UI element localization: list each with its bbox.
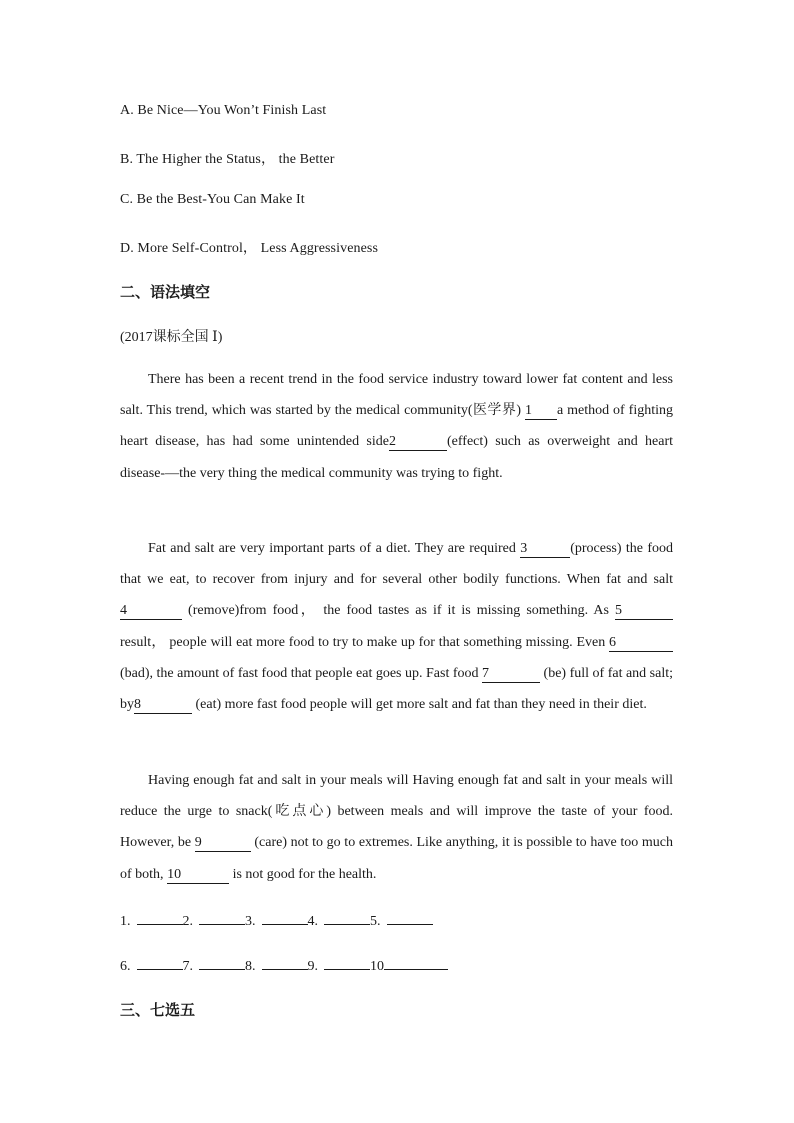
blank-7: 7: [482, 666, 540, 683]
passage-text: There has been a recent trend in the food service industry toward lower fat content and less salt. This trend, which was started by the medical community(医学界): [120, 372, 673, 419]
answer-blank[interactable]: [262, 910, 308, 925]
blank-9: 9: [195, 835, 251, 852]
passage-text: a method of fighting heart disease, has had some unintended side: [120, 403, 673, 450]
passage-text: Fat and salt are very important parts of a diet. They are required: [148, 541, 521, 556]
section-heading-seven-choose-five: 三、七选五: [120, 1001, 196, 1019]
passage-text: (process) the food that we eat, to recover from injury and for several other bodily functions. When fat and salt: [120, 541, 673, 588]
blank-5: 5: [615, 603, 673, 620]
blank-10: 10: [167, 867, 229, 884]
answer-row-2: [120, 955, 448, 975]
option-d: D. More Self-Control， Less Aggressiveness: [120, 241, 379, 256]
passage-text: (remove)from food， the food tastes as if it is missing something. As: [182, 603, 615, 619]
answer-blank[interactable]: [137, 910, 183, 925]
answer-number: 5.: [370, 914, 381, 929]
answer-number: 1.: [120, 914, 131, 929]
passage-text: is not good for the health.: [229, 866, 377, 882]
passage-text: (bad), the amount of fast food that people eat goes up. Fast food: [120, 665, 483, 681]
option-a: A. Be Nice—You Won’t Finish Last: [120, 103, 327, 118]
answer-number: 3.: [245, 914, 256, 929]
answer-blank[interactable]: [262, 955, 308, 970]
option-b: B. The Higher the Status， the Better: [120, 152, 335, 167]
answer-blank[interactable]: [324, 910, 370, 925]
passage-text: result， people will eat more food to try to make up for that something missing. Even: [120, 634, 609, 650]
blank-3: 3: [520, 541, 570, 558]
answer-number: 9.: [307, 959, 318, 974]
passage-text: (care) not to go to extremes. Like anything, it is possible to have too much of both,: [120, 835, 673, 882]
answer-number: 10: [370, 959, 384, 974]
answer-blank[interactable]: [324, 955, 370, 970]
passage-source: (2017课标全国 Ⅰ): [120, 330, 223, 345]
passage-text: Having enough fat and salt in your meals will Having enough fat and salt in your meals will reduce the urge to snack(吃点心) between meals and will improve the taste of your food. However, be: [120, 773, 673, 851]
answer-blank[interactable]: [387, 910, 433, 925]
blank-2: 2: [389, 434, 447, 451]
answer-blank[interactable]: [199, 910, 245, 925]
option-c: C. Be the Best-You Can Make It: [120, 192, 305, 207]
answer-row-1: [120, 910, 433, 930]
answer-number: 2.: [182, 914, 193, 929]
answer-number: 7.: [182, 959, 193, 974]
answer-number: 8.: [245, 959, 256, 974]
answer-blank[interactable]: [137, 955, 183, 970]
blank-6: 6: [609, 635, 673, 652]
answer-blank[interactable]: [199, 955, 245, 970]
passage-paragraph-3: [120, 765, 673, 890]
passage-paragraph-2: [120, 533, 673, 720]
answer-number: 6.: [120, 959, 131, 974]
answer-blank[interactable]: [384, 955, 448, 970]
passage-paragraph-1: [120, 364, 673, 489]
blank-4: 4: [120, 603, 182, 620]
blank-1: 1: [525, 403, 557, 420]
blank-8: 8: [134, 697, 192, 714]
passage-text: (effect) such as overweight and heart disease-—the very thing the medical community was trying to fight.: [120, 434, 674, 481]
answer-number: 4.: [307, 914, 318, 929]
section-heading-grammar: 二、语法填空: [120, 283, 211, 301]
passage-text: (be) full of fat and salt; by: [120, 665, 674, 713]
passage-text: (eat) more fast food people will get more salt and fat than they need in their diet.: [192, 697, 647, 713]
